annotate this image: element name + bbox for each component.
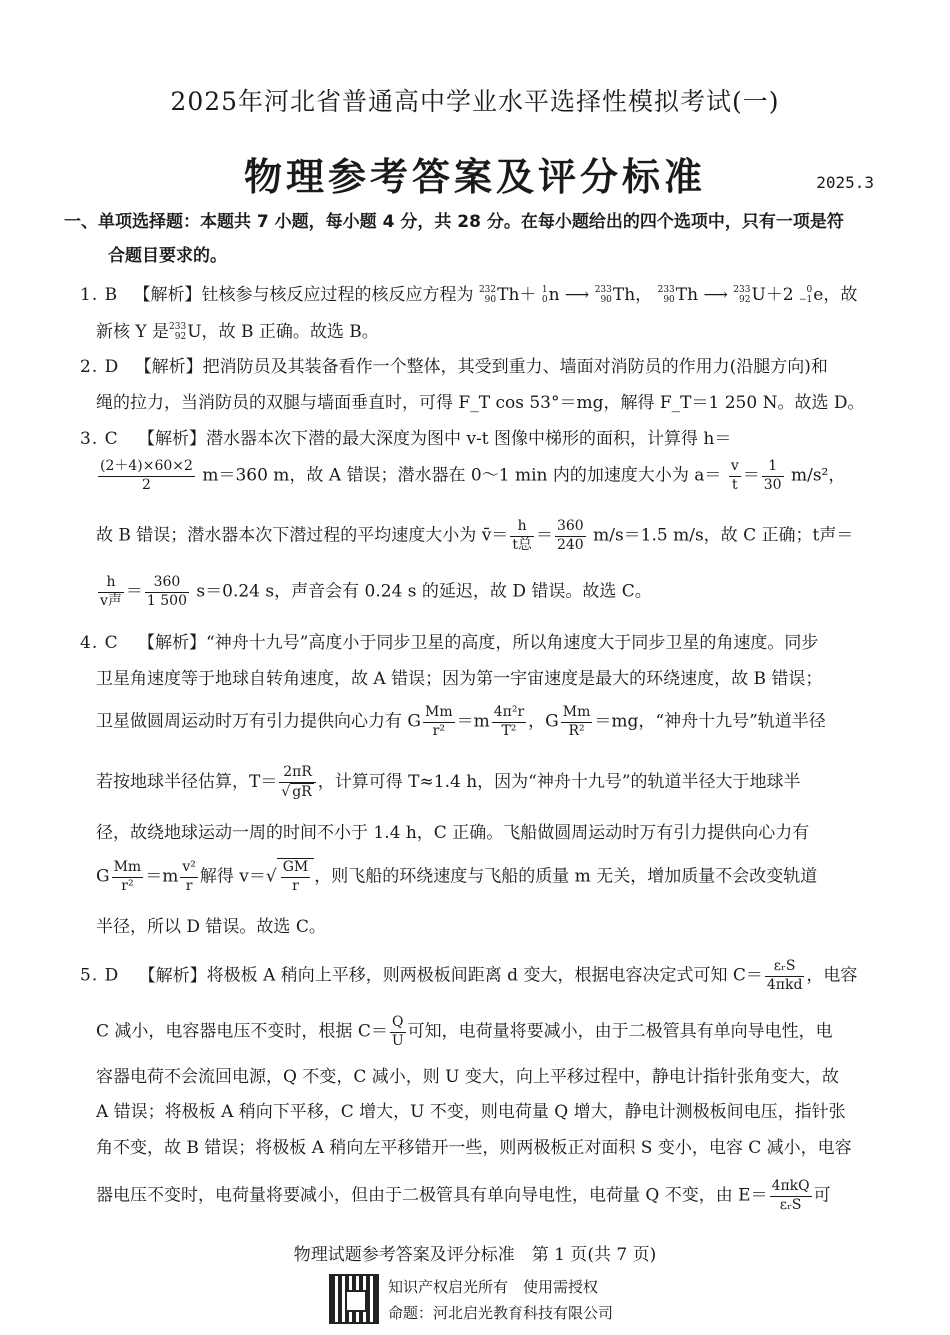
q3-line3: 故 B 错误；潜水器本次下潜过程的平均速度大小为 v̄＝ $\frac{h}{\text{t总}}$ ＝ $\frac{360}{240}$ m/s＝1.5 m/s，故 C 正确；t声＝ [96,518,854,553]
q1-text: n ⟶ [548,285,590,305]
q4-line3: 卫星做圆周运动时万有引力提供向心力有 G $\frac{Mm}{\text{r²}}$ ＝m $\frac{\text{4π²r}}{\text{T²}}$ ，G $\frac{Mm}{\text{R²}}$ ＝mg，“神舟十九号”轨道半径 [96,704,826,739]
q4-line2: 卫星角速度等于地球自转角速度，故 A 错误；因为第一宇宙速度是最大的环绕速度，故 B 错误； [96,669,823,689]
velocity-sqrt: $\frac{GM}{r}$ [277,858,315,895]
q4-line4: 若按地球半径估算，T＝ $\frac{2\pi R}{√ gR}$ ，计算可得 T≈1.4 h，因为“神舟十九号”的轨道半径大于地球半 [96,764,801,800]
q1-text: Th＋ [497,285,537,305]
q1-text: Th， [612,285,653,305]
electron-nuclide: 0 −1 [799,285,813,305]
q3-text: 潜水器本次下潜的最大深度为图中 v-t 图像中梯形的面积，计算得 h＝ [206,429,732,449]
period-fraction: $\frac{2\pi R}{√ gR}$ [279,764,315,801]
neutron-nuclide: 1 0 [541,285,548,305]
publisher-notice: 命题：河北启光教育科技有限公司 [388,1304,614,1322]
accel-value-fraction: $\frac{1}{30}$ [763,458,782,493]
q5-tag: 【解析】 [138,965,207,986]
q1-label: 1. B [80,285,119,305]
avg-speed-fraction: $\frac{h}{\text{t总}}$ [512,518,532,553]
depth-fraction: $\frac{(2+4)\times 60\times 2}{2}$ [100,458,193,493]
section-heading-line2: 合题目要求的。 [108,246,227,266]
q5-label: 5. D [80,965,120,986]
sound-time-fraction: $\frac{h}{\text{v声}}$ [100,574,122,609]
q2-line1 [80,352,828,377]
gravity-fraction: $\frac{Mm}{\text{r²}}$ [424,704,453,739]
q5-line5: 角不变，故 B 错误；将极板 A 稍向左平移错开一些，则两极板正对面积 S 变小，电容 C 减小，电容 [96,1138,852,1158]
q5-line6: 器电压不变时，电荷量将要减小，但由于二极管具有单向导电性，电荷量 Q 不变，由 E＝ $\frac{\text{4πkQ}}{\text{εᵣS}}$ 可 [96,1178,831,1213]
document-title: 物理参考答案及评分标准 [243,154,706,199]
section-heading-line1: 一、单项选择题：本题共 7 小题，每小题 4 分，共 28 分。在每小题给出的四个选项中，只有一项是符 [64,212,844,232]
q4-label: 4. C [80,633,119,653]
th233-nuclide: 233 90 [657,285,675,305]
q5-line2: C 减小，电容器电压不变时，根据 C＝ $\frac{Q}{U}$ 可知，电荷量将要减小，由于二极管具有单向导电性，电 [96,1014,833,1049]
u233-nuclide: 233 92 [169,322,187,342]
gravity-fraction: $\frac{Mm}{\text{r²}}$ [113,859,142,894]
surface-gravity-fraction: $\frac{Mm}{\text{R²}}$ [562,704,591,739]
copyright-notice: 知识产权启光所有 使用需授权 [388,1278,599,1296]
q3-line1 [80,424,731,449]
q1-text: e，故 [813,285,858,305]
q4-text: “神舟十九号”高度小于同步卫星的高度，所以角速度大于同步卫星的角速度。同步 [206,633,819,653]
document-date: 2025.3 [816,173,874,192]
q2-line2: 绳的拉力，当消防员的双腿与墙面垂直时，可得 F_T cos 53°＝mg，解得 F_T＝1 250 N。故选 D。 [96,393,865,413]
q3-line4: $\frac{h}{\text{v声}}$ ＝ $\frac{360}{1 500}$ s＝0.24 s，声音会有 0.24 s 的延迟，故 D 错误。故选 C。 [100,574,652,609]
page-footer: 物理试题参考答案及评分标准 第 1 页(共 7 页) [293,1245,657,1265]
avg-speed-value-fraction: $\frac{360}{240}$ [556,518,584,553]
q5-line3: 容器电荷不会流回电源，Q 不变，C 减小，则 U 变大，向上平移过程中，静电计指针张角变大，故 [96,1067,839,1087]
q4-tag: 【解析】 [138,633,207,653]
u233-nuclide: 233 92 [733,285,751,305]
q2-tag: 【解析】 [134,357,203,377]
q5-line1: 5. D 【解析】将极板 A 稍向上平移，则两极板间距离 d 变大，根据电容决定式可知 C＝ $\frac{\text{εᵣS}}{\text{4πkd}}$ ，电容 [80,958,858,993]
q1-line1 [80,280,857,305]
q4-line7: 半径，所以 D 错误。故选 C。 [96,917,326,937]
th233-nuclide: 233 90 [594,285,612,305]
exam-title: 2025年河北省普通高中学业水平选择性模拟考试(一) [170,87,780,116]
q2-text: 把消防员及其装备看作一个整体，其受到重力、墙面对消防员的作用力(沿腿方向)和 [202,357,828,377]
q5-line4: A 错误；将极板 A 稍向下平移，C 增大，U 不变，则电荷量 Q 增大，静电计测极板间电压，指针张 [96,1102,846,1122]
sound-time-value-fraction: $\frac{360}{1 500}$ [146,574,188,609]
q1-line2: 新核 Y 是 233 92 U，故 B 正确。故选 B。 [96,322,379,342]
q3-label: 3. C [80,429,119,449]
q1-text: 钍核参与核反应过程的核反应方程为 [201,285,474,305]
capacitance-fraction: $\frac{\text{εᵣS}}{\text{4πkd}}$ [766,958,803,993]
q4-line5: 径，故绕地球运动一周的时间不小于 1.4 h，C 正确。飞船做圆周运动时万有引力提供向心力有 [96,823,810,843]
q1-text: Th ⟶ [675,285,728,305]
qr-code-icon [329,1274,379,1324]
q3-tag: 【解析】 [138,429,207,449]
centripetal-fraction: $\frac{\text{4π²r}}{\text{T²}}$ [493,704,525,739]
q1-text: U＋2 [751,285,794,305]
q4-line6: G $\frac{Mm}{\text{r²}}$ ＝m $\frac{\text{v²}}{r}$ 解得 v＝√ $\frac{GM}{r}$ ，则飞船的环绕速度与飞船的质量 m 无关，增加质量不会改变轨道 [96,859,818,894]
q-over-u-fraction: $\frac{Q}{U}$ [391,1014,404,1049]
velocity-sq-fraction: $\frac{\text{v²}}{r}$ [182,859,196,894]
q3-line2: $\frac{(2+4)\times 60\times 2}{2}$ m＝360 m，故 A 错误；潜水器在 0～1 min 内的加速度大小为 a＝ $\frac{v}{t}$ ＝ $\frac{1}{30}$ m/s²， [100,458,846,493]
th232-nuclide: 232 90 [478,285,497,305]
field-fraction: $\frac{\text{4πkQ}}{\text{εᵣS}}$ [771,1178,810,1213]
q1-tag: 【解析】 [133,285,202,305]
q4-line1 [80,628,818,653]
q2-label: 2. D [80,357,120,377]
accel-fraction: $\frac{v}{t}$ [730,458,739,493]
q5-text: 将极板 A 稍向上平移，则两极板间距离 d 变大，根据电容决定式可知 C＝ [206,965,763,986]
